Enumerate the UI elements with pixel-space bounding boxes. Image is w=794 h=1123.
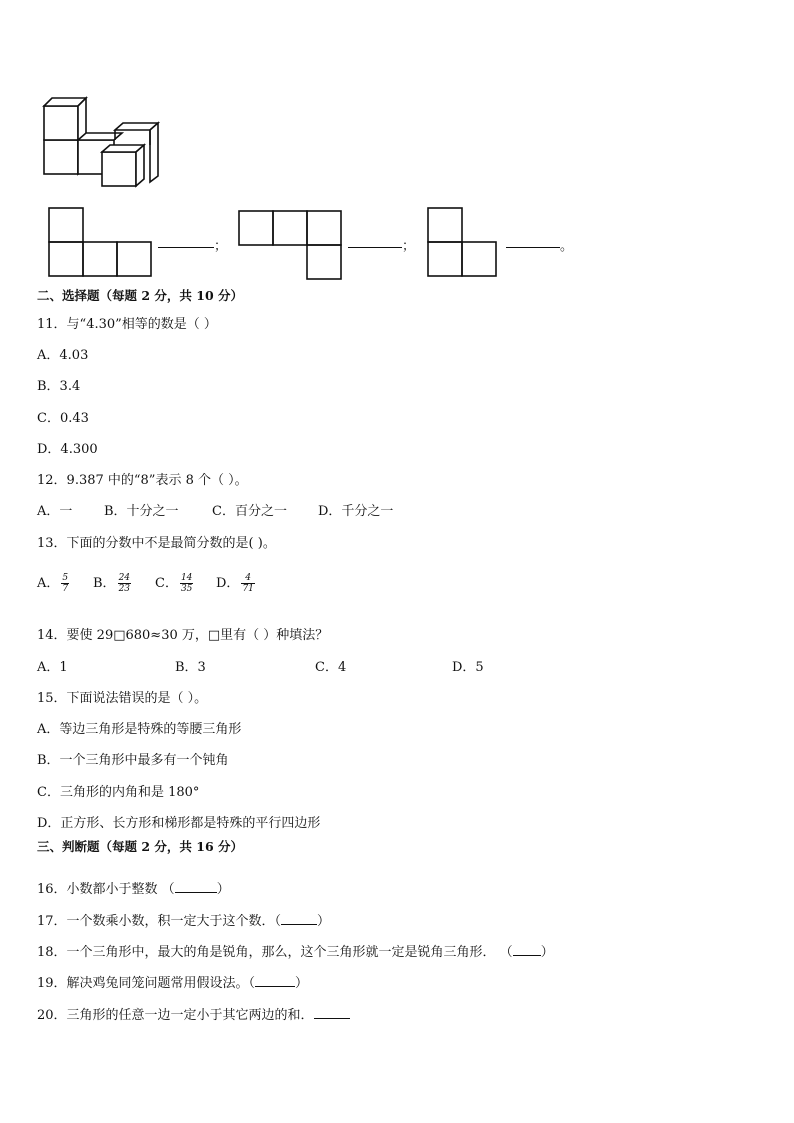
q13-option-b-label: B．	[93, 576, 116, 591]
fraction-14-35: $\frac{14}{35}$	[180, 573, 193, 594]
q13-option-d[interactable]	[216, 572, 257, 594]
answer-blank-17[interactable]	[281, 912, 317, 925]
section-heading-choice: 二、选择题（每题 2 分，共 10 分）	[37, 288, 244, 303]
q12-option-b[interactable]: B．十分之一	[104, 504, 179, 519]
q15-option-c[interactable]: C．三角形的内角和是 180°	[37, 785, 200, 800]
separator-1: ；	[214, 239, 228, 254]
question-18-close: ）	[540, 945, 554, 960]
q11-option-a[interactable]: A．4.03	[37, 348, 89, 363]
question-16	[37, 878, 230, 897]
q11-option-c[interactable]: C．0.43	[37, 411, 89, 426]
question-12-stem: 12．9.387 中的“8”表示 8 个（ ）。	[37, 473, 248, 488]
question-20	[37, 1004, 350, 1023]
answer-blank-view-1[interactable]	[158, 233, 214, 248]
q12-option-c[interactable]: C．百分之一	[212, 504, 287, 519]
q12-option-d[interactable]: D．千分之一	[318, 504, 394, 519]
question-17-text: 17．一个数乘小数，积一定大于这个数．（	[37, 914, 282, 929]
view-diagram-2	[238, 210, 342, 280]
q13-option-c-label: C．	[155, 576, 178, 591]
q14-option-d[interactable]: D．5	[452, 660, 484, 675]
q15-option-d[interactable]: D．正方形、长方形和梯形都是特殊的平行四边形	[37, 816, 321, 831]
question-18	[37, 941, 554, 960]
q13-option-b[interactable]	[93, 572, 133, 594]
q12-option-a[interactable]: A．一	[37, 504, 73, 519]
q14-option-c[interactable]: C．4	[315, 660, 347, 675]
answer-blank-20[interactable]	[314, 1006, 350, 1019]
q11-option-d[interactable]: D．4.300	[37, 442, 98, 457]
question-19	[37, 972, 308, 991]
q14-option-a[interactable]: A．1	[37, 660, 68, 675]
question-14-stem: 14．要使 29□680≈30 万，□里有（ ）种填法？	[37, 628, 329, 643]
section-heading-judgement: 三、判断题（每题 2 分，共 16 分）	[37, 839, 244, 854]
question-19-text: 19．解决鸡兔同笼问题常用假设法。（	[37, 976, 256, 991]
answer-blank-19[interactable]	[255, 974, 295, 987]
answer-blank-view-3[interactable]	[506, 233, 560, 248]
question-16-close: ）	[216, 882, 230, 897]
question-20-text: 20．三角形的任意一边一定小于其它两边的和．	[37, 1008, 314, 1023]
question-15-stem: 15．下面说法错误的是（ ）。	[37, 691, 208, 706]
fraction-24-23: $\frac{24}{23}$	[118, 573, 131, 594]
q13-option-d-label: D．	[216, 576, 240, 591]
q13-option-a[interactable]	[37, 572, 71, 594]
fraction-4-71: $\frac{4}{71}$	[242, 573, 254, 594]
end-mark: 。	[560, 239, 574, 254]
question-17	[37, 910, 330, 929]
question-13-stem: 13．下面的分数中不是最简分数的是( )。	[37, 536, 276, 551]
question-16-text: 16．小数都小于整数 （	[37, 882, 175, 897]
question-17-close: ）	[317, 914, 331, 929]
view-diagram-3	[427, 207, 497, 277]
view-diagram-1	[48, 207, 152, 277]
question-18-text: 18．一个三角形中，最大的角是锐角，那么，这个三角形就一定是锐角三角形． （	[37, 945, 513, 960]
answer-blank-16[interactable]	[175, 880, 217, 893]
fraction-5-7: $\frac{5}{7}$	[62, 573, 69, 594]
cube-stack-figure	[38, 92, 163, 190]
q15-option-a[interactable]: A．等边三角形是特殊的等腰三角形	[37, 722, 242, 737]
q14-option-b[interactable]: B．3	[175, 660, 206, 675]
q13-option-a-label: A．	[37, 576, 60, 591]
q15-option-b[interactable]: B．一个三角形中最多有一个钝角	[37, 753, 229, 768]
question-11-stem: 11．与“4.30”相等的数是（ ）	[37, 317, 217, 332]
question-19-close: ）	[295, 976, 309, 991]
answer-blank-view-2[interactable]	[348, 233, 402, 248]
separator-2: ；	[402, 239, 416, 254]
q13-option-c[interactable]	[155, 572, 195, 594]
answer-blank-18[interactable]	[513, 943, 541, 956]
q11-option-b[interactable]: B．3.4	[37, 379, 81, 394]
